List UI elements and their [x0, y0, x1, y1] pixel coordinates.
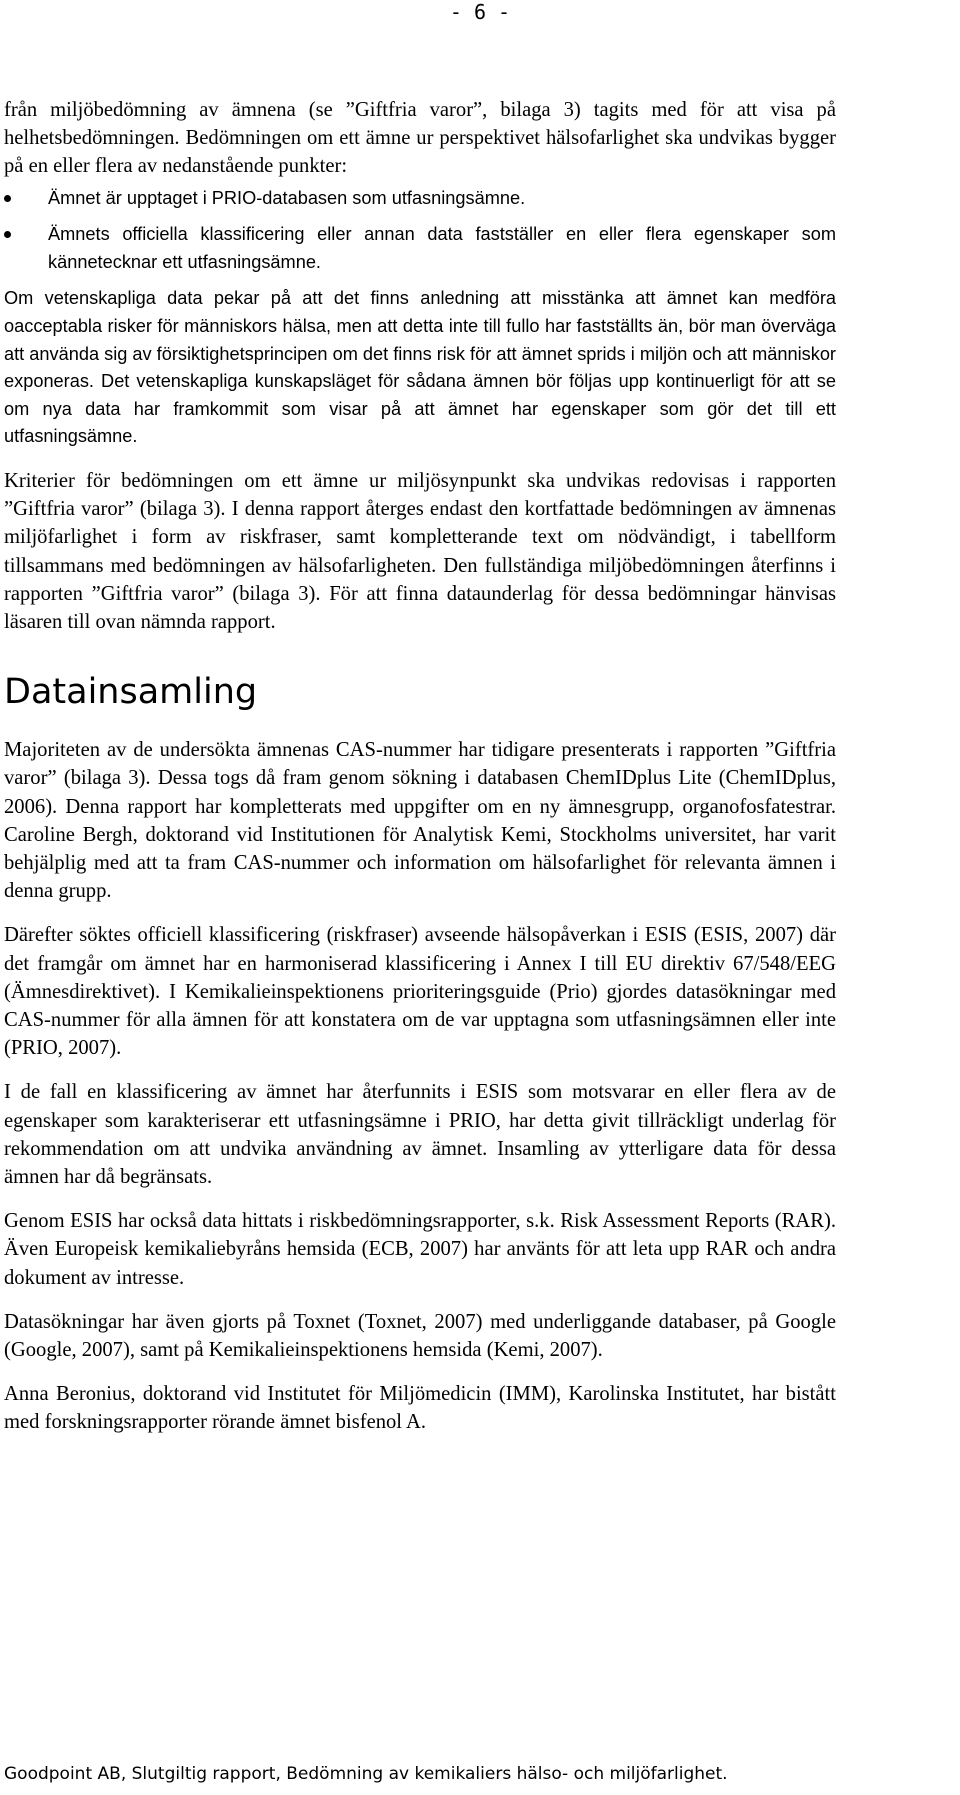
- body-paragraph: Anna Beronius, doktorand vid Institutet för Miljömedicin (IMM), Karolinska Institutet, har bistått med forskningsrapporter rörande ämnet bisfenol A.: [4, 1383, 836, 1434]
- science-paragraph: Om vetenskapliga data pekar på att det finns anledning att misstänka att ämnet kan medföra oacceptabla risker för människors hälsa, men att detta inte till fullo har fastställts än, bör man överväga att använda sig av försiktighetsprincipen om det finns risk för att ämnet sprids i miljön och att människor exponeras. Det vetenskapliga kunskapsläget för sådana ämnen bör följas upp kontinuerligt för att se om nya data har framkommit som visar på att ämnet har egenskaper som gör det till ett utfasningsämne.: [4, 288, 836, 447]
- body-paragraph: I de fall en klassificering av ämnet har återfunnits i ESIS som motsvarar en eller flera av de egenskaper som karakteriserar ett utfasningsämne i PRIO, har detta givit tillräckligt underlag för rekommendation om att undvika användning av ämnet. Insamling av ytterligare data för dessa ämnen har då begränsats.: [4, 1081, 836, 1189]
- list-item: [4, 185, 836, 213]
- list-item: [4, 221, 836, 276]
- body-paragraph: Majoriteten av de undersökta ämnenas CAS-nummer har tidigare presenterats i rapporten ”Giftfria varor” (bilaga 3). Dessa togs då fram genom sökning i databasen ChemIDplus Lite (ChemIDplus, 2006). Denna rapport har kompletterats med uppgifter om en ny ämnesgrupp, organofosfatestrar. Caroline Bergh, doktorand vid Institutionen för Analytisk Kemi, Stockholms universitet, har varit behjälplig med att ta fram CAS-nummer och information om hälsofarlighet för relevanta ämnen i denna grupp.: [4, 739, 836, 903]
- page-content: [4, 96, 836, 1437]
- bullet-icon: [4, 195, 11, 202]
- body-paragraph: Därefter söktes officiell klassificering (riskfraser) avseende hälsopåverkan i ESIS (ESIS, 2007) där det framgår om ämnet har en harmoniserad klassificering i Annex I till EU direktiv 67/548/EEG (Ämnesdirektivet). I Kemikalieinspektionens prioriteringsguide (Prio) gjordes datasökningar med CAS-nummer för alla ämnen för att konstatera om de var upptagna som utfasningsämnen eller inte (PRIO, 2007).: [4, 924, 836, 1060]
- section-heading: Datainsamling: [4, 672, 258, 713]
- bullet-icon: [4, 231, 11, 238]
- list-item-text: Ämnet är upptaget i PRIO-databasen som utfasningsämne.: [48, 187, 526, 208]
- criteria-list: [4, 185, 836, 277]
- page-number: - 6 -: [449, 0, 511, 24]
- criteria-paragraph: Kriterier för bedömningen om ett ämne ur miljösynpunkt ska undvikas redovisas i rapporten ”Giftfria varor” (bilaga 3). I denna rapport återges endast den kortfattade bedömningen av ämnenas miljöfarlighet i form av riskfraser, samt kompletterande text om nödvändigt, i tabellform tillsammans med bedömningen av hälsofarligheten. Den fullständiga miljöbedömningen återfinns i rapporten ”Giftfria varor” (bilaga 3). För att finna dataunderlag för dessa bedömningar hänvisas läsaren till ovan nämnda rapport.: [4, 469, 836, 633]
- body-paragraph: Genom ESIS har också data hittats i riskbedömningsrapporter, s.k. Risk Assessment Reports (RAR). Även Europeisk kemikaliebyråns hemsida (ECB, 2007) har använts för att leta upp RAR och andra dokument av intresse.: [4, 1210, 836, 1289]
- list-item-text: Ämnets officiella klassificering eller annan data fastställer en eller flera egenskaper som kännetecknar ett utfasningsämne.: [48, 224, 836, 272]
- body-paragraph: Datasökningar har även gjorts på Toxnet (Toxnet, 2007) med underliggande databaser, på Google (Google, 2007), samt på Kemikalieinspektionens hemsida (Kemi, 2007).: [4, 1310, 836, 1362]
- intro-paragraph: från miljöbedömning av ämnena (se ”Giftfria varor”, bilaga 3) tagits med för att visa på helhetsbedömningen. Bedömningen om ett ämne ur perspektivet hälsofarlighet ska undvikas bygger på en eller flera av nedanstående punkter:: [4, 99, 836, 178]
- page-footer: Goodpoint AB, Slutgiltig rapport, Bedömning av kemikaliers hälso- och miljöfarlighet.: [4, 1764, 728, 1784]
